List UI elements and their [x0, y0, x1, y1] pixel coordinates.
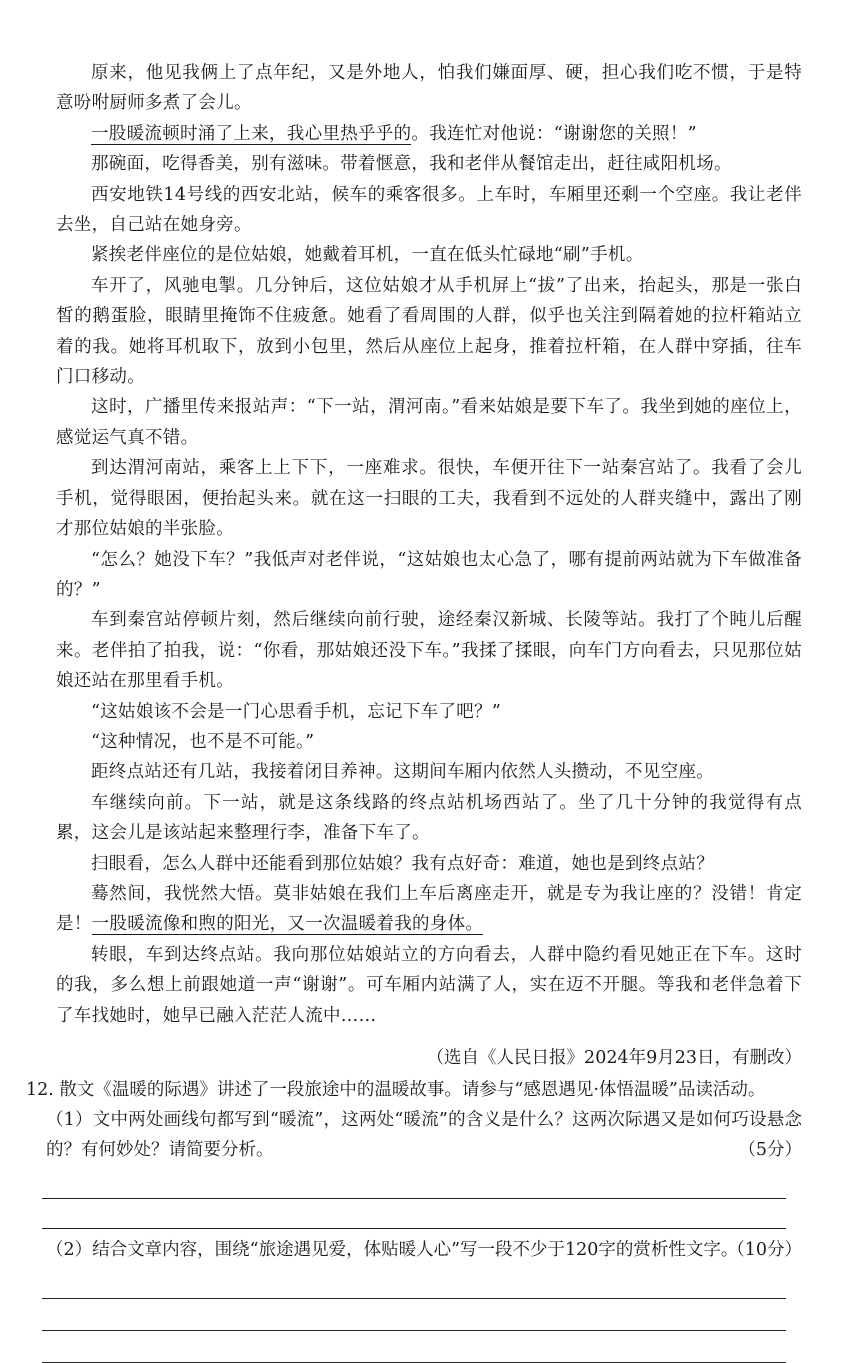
article-paragraph: “这种情况，也不是不可能。”: [91, 731, 315, 752]
article-paragraph: 西安地铁14号线的西安北站，候车的乘客很多。上车时，车厢里还剩一个空座。我让老伴去坐，自己站在她身旁。: [56, 184, 802, 236]
answer-line[interactable]: [42, 1298, 786, 1299]
sub-question-1-text: （1）文中两处画线句都写到“暖流”，这两处“暖流”的含义是什么？这两次际遇又是如何巧设悬念的？有何妙处？请简要分析。: [46, 1110, 802, 1160]
answer-line[interactable]: [42, 1228, 786, 1229]
article-paragraph: 转眼，车到达终点站。我向那位姑娘站立的方向看去，人群中隐约看见她正在下车。这时的我，多么想上前跟她道一声“谢谢”。可车厢内站满了人，实在迈不开腿。等我和老伴急着下了车找她时，她早已融入茫茫人流中……: [56, 944, 802, 1026]
article-paragraph: “这姑娘该不会是一门心思看手机，忘记下车了吧？”: [91, 701, 502, 722]
article-paragraph: 原来，他见我俩上了点年纪，又是外地人，怕我们嫌面厚、硬，担心我们吃不惯，于是特意吩咐厨师多煮了会儿。: [56, 63, 802, 114]
article-paragraph: 车到秦宫站停顿片刻，然后继续向前行驶，途经秦汉新城、长陵等站。我打了个盹儿后醒来。老伴拍了拍我，说：“你看，那姑娘还没下车。”我揉了揉眼，向车门方向看去，只见那位姑娘还站在那里看手机。: [56, 610, 802, 692]
underlined-sentence: 一股暖流顿时涌了上来，我心里热乎乎的: [91, 123, 412, 144]
answer-line[interactable]: [42, 1198, 786, 1199]
article-paragraph: 蓦然间，我恍然大悟。莫非姑娘在我们上车后离座走开，就是专为我让座的？没错！肯定是！一股暖流像和煦的阳光，又一次温暖着我的身体。: [56, 883, 802, 935]
source-citation: （选自《人民日报》2024年9月23日，有删改）: [426, 1048, 802, 1068]
answer-line[interactable]: [42, 1330, 786, 1331]
article-paragraph: “怎么？她没下车？”我低声对老伴说，“这姑娘也太心急了，哪有提前两站就为下车做准备的？”: [56, 549, 802, 600]
article-paragraph: 一股暖流顿时涌了上来，我心里热乎乎的。我连忙对他说：“谢谢您的关照！”: [91, 123, 697, 144]
article-paragraph: 到达渭河南站，乘客上上下下，一座难求。很快，车便开往下一站秦宫站了。我看了会儿手机，觉得眼困，便抬起头来。就在这一扫眼的工夫，我看到不远处的人群夹缝中，露出了刚才那位姑娘的半张脸。: [56, 458, 802, 540]
article-paragraph: 扫眼看，怎么人群中还能看到那位姑娘？我有点好奇：难道，她也是到终点站？: [91, 853, 714, 874]
sub-question-1: [46, 1105, 802, 1165]
article-paragraph: 那碗面，吃得香美，别有滋味。带着惬意，我和老伴从餐馆走出，赶往咸阳机场。: [91, 154, 732, 175]
sub-question-2-score: （10分）: [727, 1240, 802, 1260]
underlined-sentence: 一股暖流像和煦的阳光，又一次温暖着我的身体。: [91, 914, 484, 935]
article-paragraph: 紧挨老伴座位的是位姑娘，她戴着耳机，一直在低头忙碌地“刷”手机。: [91, 245, 644, 266]
article-paragraph: 这时，广播里传来报站声：“下一站，渭河南。”看来姑娘是要下车了。我坐到她的座位上，感觉运气真不错。: [56, 397, 802, 448]
article-paragraph: 车开了，风驰电掣。几分钟后，这位姑娘才从手机屏上“拔”了出来，抬起头，那是一张白皙的鹅蛋脸，眼睛里掩饰不住疲惫。她看了看周围的人群，似乎也关注到隔着她的拉杆箱站立着的我。她将耳机取下，放到小包里，然后从座位上起身，推着拉杆箱，在人群中穿插，往车门口移动。: [56, 275, 802, 388]
article-paragraph: 距终点站还有几站，我接着闭目养神。这期间车厢内依然人头攒动，不见空座。: [91, 762, 714, 783]
question-12: [26, 1075, 802, 1363]
article-paragraph: 车继续向前。下一站，就是这条线路的终点站机场西站了。坐了几十分钟的我觉得有点累，这会儿是该站起来整理行李，准备下车了。: [56, 792, 802, 844]
article-body: [56, 58, 802, 1031]
sub-question-2-text: （2）结合文章内容，围绕“旅途遇见爱，体贴暖人心”写一段不少于120字的赏析性文字。: [46, 1240, 739, 1260]
sub-question-2: [46, 1235, 802, 1265]
sub-question-1-score: （5分）: [738, 1140, 802, 1160]
question-title: 12. 散文《温暖的际遇》讲述了一段旅途中的温暖故事。请参与“感恩遇见·体悟温暖”品读活动。: [26, 1080, 766, 1100]
